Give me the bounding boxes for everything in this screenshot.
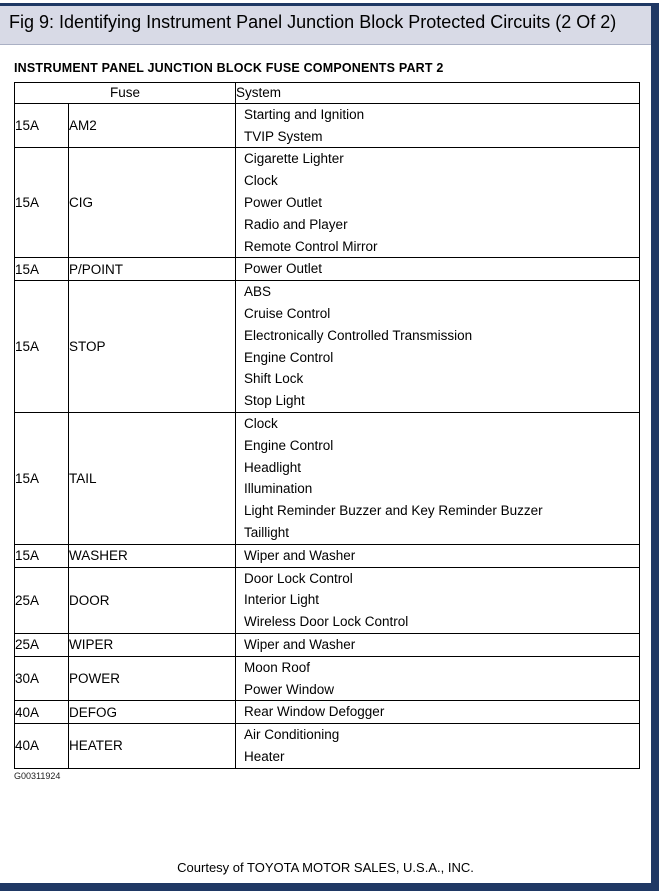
fuse-name: WIPER <box>69 633 236 656</box>
fuse-amperage: 15A <box>15 148 69 258</box>
system-item: Starting and Ignition <box>244 106 365 122</box>
system-list <box>236 567 640 633</box>
fuse-amperage: 15A <box>15 258 69 281</box>
system-item: Wiper and Washer <box>244 636 356 652</box>
system-item: Power Outlet <box>244 261 323 277</box>
system-item: Rear Window Defogger <box>244 704 385 720</box>
courtesy-line: Courtesy of TOYOTA MOTOR SALES, U.S.A., INC. <box>177 860 474 875</box>
system-item: Interior Light <box>244 592 320 608</box>
system-list <box>236 633 640 656</box>
system-list <box>236 103 640 148</box>
fuse-amperage: 15A <box>15 103 69 148</box>
frame-top-edge <box>0 3 659 6</box>
fuse-amperage: 25A <box>15 633 69 656</box>
system-item: Engine Control <box>244 349 334 365</box>
table-row <box>15 103 640 148</box>
system-item: Remote Control Mirror <box>244 238 378 254</box>
system-item: Cruise Control <box>244 306 331 321</box>
system-list <box>236 148 640 258</box>
fuse-name: P/POINT <box>69 258 236 281</box>
system-item: Stop Light <box>244 393 305 409</box>
system-list <box>236 258 640 281</box>
fuse-table <box>14 82 640 769</box>
system-item: Cigarette Lighter <box>244 151 344 167</box>
fuse-name: POWER <box>69 656 236 701</box>
table-row <box>15 701 640 724</box>
fuse-name: CIG <box>69 148 236 258</box>
table-row <box>15 281 640 413</box>
fuse-name: TAIL <box>69 412 236 544</box>
system-list <box>236 412 640 544</box>
table-row <box>15 412 640 544</box>
table-header-row <box>15 82 640 103</box>
fuse-name: DOOR <box>69 567 236 633</box>
system-item: Engine Control <box>244 437 334 453</box>
fuse-amperage: 15A <box>15 544 69 567</box>
document-body <box>0 61 651 781</box>
fuse-column-header: Fuse <box>15 82 236 103</box>
system-item: Radio and Player <box>244 216 348 232</box>
fuse-name: HEATER <box>69 724 236 769</box>
fuse-name: AM2 <box>69 103 236 148</box>
fuse-amperage: 15A <box>15 412 69 544</box>
frame-right-edge <box>651 3 659 891</box>
figure-title-bar <box>0 3 651 45</box>
figure-code: G00311924 <box>14 770 61 781</box>
system-item: Electronically Controlled Transmission <box>244 327 473 343</box>
system-item: Light Reminder Buzzer and Key Reminder Buzzer <box>244 503 543 519</box>
system-item: Shift Lock <box>244 371 304 387</box>
system-item: Moon Roof <box>244 659 311 675</box>
fuse-amperage: 15A <box>15 281 69 413</box>
fuse-amperage: 40A <box>15 724 69 769</box>
system-item: Heater <box>244 748 285 764</box>
table-row <box>15 148 640 258</box>
system-item: Illumination <box>244 481 313 497</box>
system-list <box>236 701 640 724</box>
fuse-name: STOP <box>69 281 236 413</box>
system-item: Wireless Door Lock Control <box>244 614 409 630</box>
fuse-name: WASHER <box>69 544 236 567</box>
system-item: TVIP System <box>244 128 323 144</box>
system-item: Wiper and Washer <box>244 547 356 563</box>
fuse-amperage: 40A <box>15 701 69 724</box>
system-item: Clock <box>244 415 278 431</box>
figure-title: Fig 9: Identifying Instrument Panel Junction Block Protected Circuits (2 Of 2) <box>9 12 617 32</box>
system-item: Clock <box>244 173 278 189</box>
system-list <box>236 281 640 413</box>
table-row <box>15 633 640 656</box>
frame-bottom-edge <box>0 883 659 891</box>
system-item: ABS <box>244 284 272 300</box>
table-heading: INSTRUMENT PANEL JUNCTION BLOCK FUSE COMPONENTS PART 2 <box>14 60 444 75</box>
table-row <box>15 724 640 769</box>
system-item: Headlight <box>244 459 302 475</box>
system-item: Power Outlet <box>244 195 323 211</box>
fuse-name: DEFOG <box>69 701 236 724</box>
system-list <box>236 656 640 701</box>
table-row <box>15 567 640 633</box>
system-list <box>236 544 640 567</box>
system-item: Power Window <box>244 681 335 697</box>
table-row <box>15 656 640 701</box>
table-row <box>15 258 640 281</box>
table-row <box>15 544 640 567</box>
system-item: Air Conditioning <box>244 727 340 743</box>
system-item: Door Lock Control <box>244 570 353 586</box>
system-column-header: System <box>236 82 640 103</box>
system-list <box>236 724 640 769</box>
fuse-amperage: 25A <box>15 567 69 633</box>
fuse-amperage: 30A <box>15 656 69 701</box>
system-item: Taillight <box>244 524 290 540</box>
